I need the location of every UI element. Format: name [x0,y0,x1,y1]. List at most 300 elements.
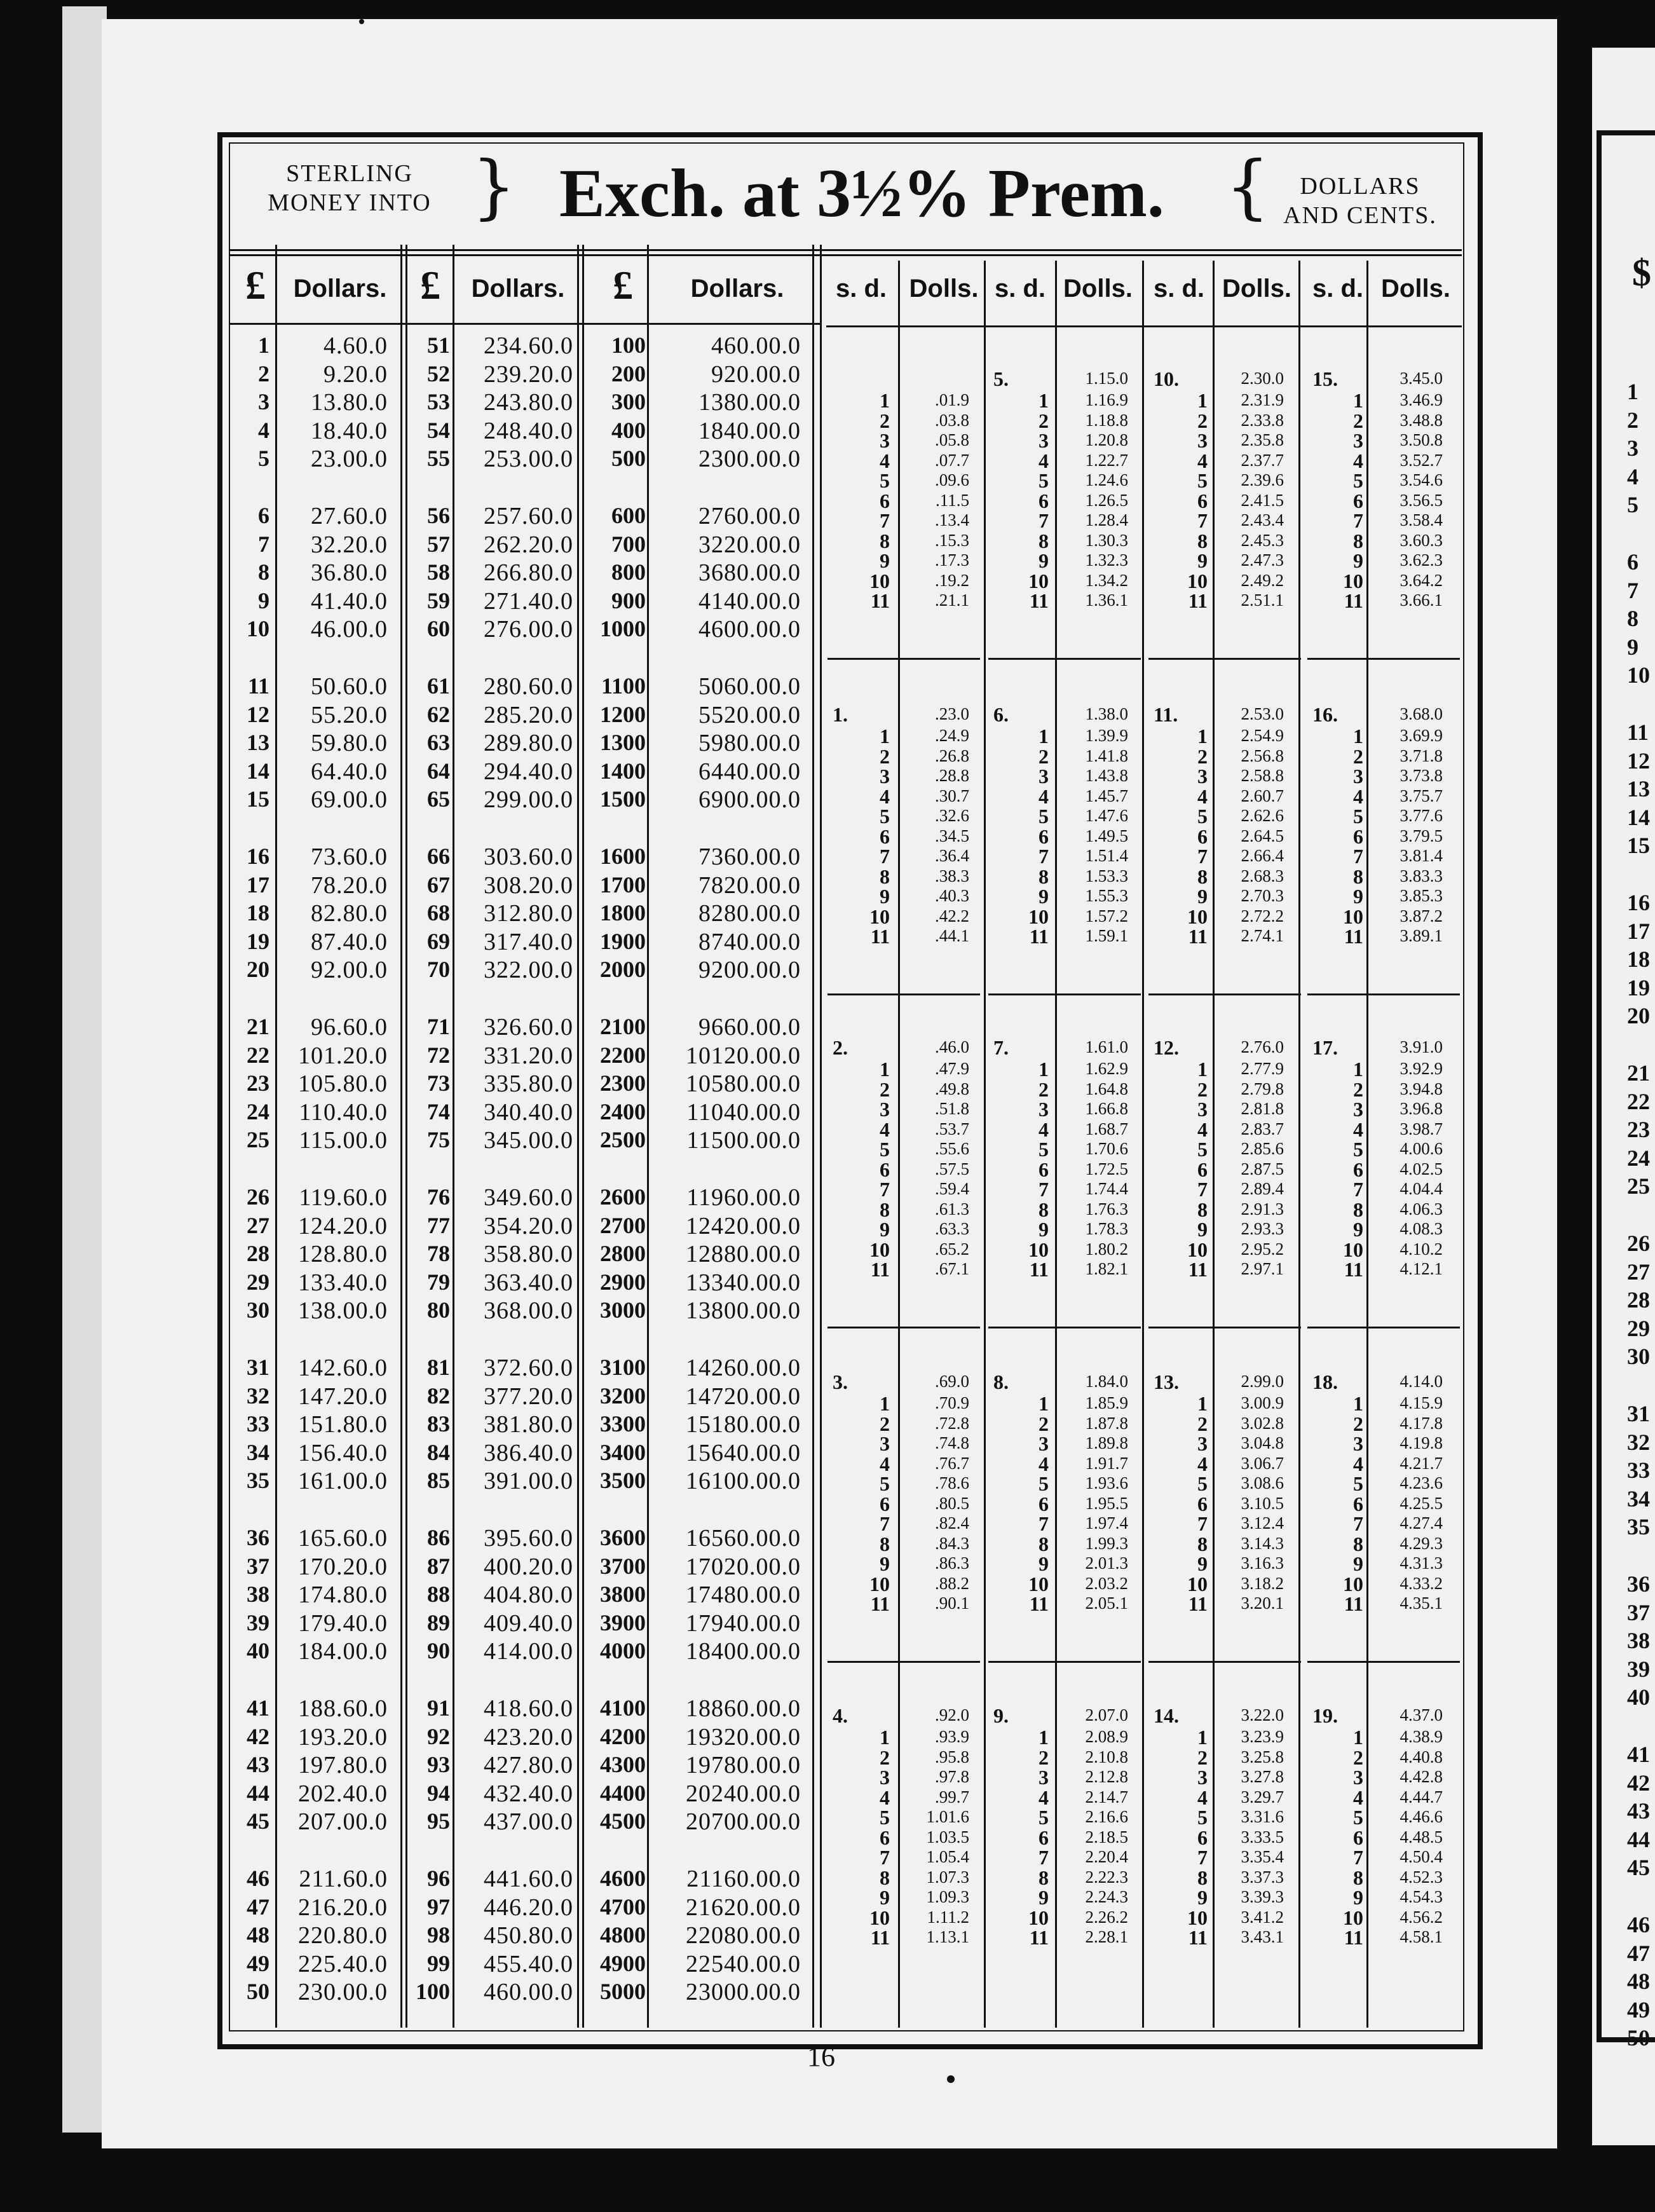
header-right-line2: AND CENTS. [1283,202,1437,229]
pound-amount: 83 [427,1411,450,1437]
pence-dollar-value: 1.13.1 [926,1927,969,1946]
pence-dollar-value: .72.8 [935,1413,969,1433]
pound-header-3: £ [613,263,633,308]
shilling-label: 9. [993,1704,1009,1727]
dollar-value: 6900.00.0 [698,786,801,814]
pound-amount: 2100 [600,1014,646,1039]
pence-label: 1 [1197,1058,1208,1081]
pence-dollar-value: 1.89.8 [1085,1433,1128,1452]
next-page-number: 29 [1627,1315,1650,1341]
pence-label: 7 [1039,845,1049,868]
pence-label: 9 [880,549,890,572]
pence-label: 9 [1039,549,1049,572]
pence-dollar-value: 3.02.8 [1241,1413,1284,1433]
pence-label: 8 [1197,529,1208,552]
pence-dollar-value: .84.3 [935,1533,969,1553]
dollar-value: 138.00.0 [298,1297,388,1325]
pence-dollar-value: 1.82.1 [1085,1259,1128,1278]
pence-label: 9 [1039,1552,1049,1575]
pence-dollar-value: 3.23.9 [1241,1727,1284,1746]
pence-label: 10 [1187,569,1208,592]
pence-label: 6 [880,1492,890,1515]
header-brace-right: { [1225,146,1270,227]
next-page-number: 5 [1627,492,1638,518]
vrule [1055,261,1057,2028]
dollar-value: 174.80.0 [298,1581,388,1609]
pence-dollar-value: 3.69.9 [1400,726,1443,745]
pence-dollar-value: 2.10.8 [1085,1747,1128,1766]
dollar-value: 92.00.0 [311,957,388,984]
shilling-dollar-value: .69.0 [935,1372,969,1391]
next-page-number: 10 [1627,662,1650,688]
dollar-value: 18400.00.0 [686,1638,801,1665]
pound-amount: 19 [247,928,269,954]
dollar-value: 151.80.0 [298,1411,388,1438]
pence-dollar-value: .65.2 [935,1239,969,1259]
shilling-dollar-value: 4.37.0 [1400,1705,1443,1724]
dollar-value: 317.40.0 [484,928,573,955]
colhead-rule-left [230,323,821,325]
dollar-value: 19320.00.0 [686,1723,801,1751]
dollar-value: 17940.00.0 [686,1609,801,1637]
pound-amount: 95 [427,1808,450,1834]
pound-amount: 25 [247,1127,269,1153]
block-separator [828,658,980,660]
pence-label: 8 [1353,1532,1363,1555]
pence-label: 2 [1353,1077,1363,1101]
dollar-value: 253.00.0 [484,446,573,473]
pound-amount: 3400 [600,1439,646,1465]
pence-label: 10 [869,1572,890,1595]
dollar-value: 441.60.0 [484,1866,573,1892]
pence-label: 5 [1353,805,1363,828]
pound-amount: 7 [258,531,269,557]
pence-label: 6 [1197,1157,1208,1181]
next-page-number: 34 [1627,1485,1650,1512]
shilling-label: 6. [993,703,1009,726]
next-page-number: 26 [1627,1231,1650,1256]
pence-label: 10 [1028,905,1049,928]
pound-amount: 53 [427,389,450,415]
pence-dollar-value: 3.66.1 [1400,591,1443,610]
dollar-value: 147.20.0 [298,1382,388,1410]
pence-label: 4 [1039,1117,1049,1141]
pound-amount: 69 [427,928,450,954]
pence-dollar-value: 2.12.8 [1085,1767,1128,1786]
pound-amount: 66 [427,843,450,869]
pence-label: 1 [880,389,890,412]
pence-dollar-value: 3.58.4 [1400,510,1443,529]
pound-amount: 4100 [600,1695,646,1721]
pound-amount: 79 [427,1269,450,1295]
pence-dollar-value: 2.85.6 [1241,1139,1284,1158]
dollar-value: 36.80.0 [311,559,388,587]
pence-label: 6 [880,824,890,848]
next-page-number: 15 [1627,833,1650,859]
pence-dollar-value: .21.1 [935,591,969,610]
next-page-number: 39 [1627,1656,1650,1682]
shilling-dollar-value: 1.61.0 [1085,1037,1128,1056]
pence-dollar-value: 4.46.6 [1400,1807,1443,1826]
pence-dollar-value: .55.6 [935,1139,969,1158]
pence-dollar-value: 3.92.9 [1400,1059,1443,1078]
pence-label: 1 [880,1726,890,1749]
shilling-dollar-value: 2.99.0 [1241,1372,1284,1391]
pence-dollar-value: 2.81.8 [1241,1099,1284,1118]
pence-label: 4 [880,1452,890,1475]
dollar-value: 6440.00.0 [698,758,801,785]
dollar-value: 432.40.0 [484,1780,573,1807]
dollar-value: 377.20.0 [484,1382,573,1410]
dollar-value: 220.80.0 [298,1922,388,1949]
dollar-value: 22540.00.0 [686,1950,801,1977]
pence-label: 1 [1039,725,1049,748]
pence-dollar-value: 4.56.2 [1400,1907,1443,1927]
dollar-value: 73.60.0 [311,843,388,870]
header-left [242,159,458,254]
next-page-number: 36 [1627,1571,1650,1597]
pence-dollar-value: 4.48.5 [1400,1827,1443,1847]
dollar-value: 211.60.0 [299,1866,388,1892]
pence-label: 3 [880,1766,890,1789]
pence-label: 3 [1197,1432,1208,1455]
dollar-value: 216.20.0 [298,1894,388,1921]
pence-label: 9 [1039,1886,1049,1909]
dollar-value: 156.40.0 [298,1439,388,1466]
block-separator [988,1327,1141,1328]
pence-dollar-value: 1.72.5 [1085,1159,1128,1178]
shilling-label: 16. [1312,703,1338,726]
pence-label: 4 [1039,1785,1049,1809]
dollar-value: 18860.00.0 [686,1695,801,1722]
shilling-label: 4. [833,1704,848,1727]
dollar-value: 20240.00.0 [686,1780,801,1807]
pence-label: 9 [880,1886,890,1909]
dollar-value: 184.00.0 [298,1638,388,1665]
pence-label: 10 [1343,569,1363,592]
pence-label: 8 [1039,1532,1049,1555]
pound-amount: 2900 [600,1269,646,1295]
pound-amount: 64 [427,758,450,784]
pound-amount: 3700 [600,1553,646,1579]
pence-label: 2 [1197,1745,1208,1769]
pence-label: 2 [1353,1745,1363,1769]
pence-dollar-value: 1.66.8 [1085,1099,1128,1118]
pence-dollar-value: 2.37.7 [1241,450,1284,470]
pence-dollar-value: .34.5 [935,826,969,845]
dollar-value: 207.00.0 [298,1808,388,1836]
pence-dollar-value: 1.74.4 [1085,1179,1128,1198]
pence-label: 6 [880,489,890,512]
pence-label: 11 [870,925,890,948]
dollar-value: 460.00.0 [484,1979,573,2006]
pound-amount: 16 [247,843,269,869]
dollar-value: 363.40.0 [484,1269,573,1296]
pence-dollar-value: .05.8 [935,430,969,449]
pence-dollar-value: 2.22.3 [1085,1867,1128,1887]
dollars-header-3: Dollars. [690,275,784,303]
pence-label: 11 [1344,589,1363,612]
pence-label: 3 [1197,765,1208,788]
shilling-dollar-value: 3.22.0 [1241,1705,1284,1724]
pound-amount: 82 [427,1382,450,1409]
pence-dollar-value: 3.14.3 [1241,1533,1284,1553]
pound-amount: 57 [427,531,450,557]
pound-amount: 35 [247,1468,269,1494]
pence-dollar-value: .86.3 [935,1553,969,1573]
pence-dollar-value: 2.66.4 [1241,846,1284,865]
dollar-value: 50.60.0 [311,673,388,700]
dollar-value: 372.60.0 [484,1355,573,1381]
pence-label: 7 [1039,509,1049,532]
block-separator [988,993,1141,995]
pound-amount: 4500 [600,1808,646,1834]
pence-label: 8 [1353,864,1363,888]
pence-dollar-value: 3.39.3 [1241,1887,1284,1906]
block-separator [828,1661,980,1663]
pence-dollar-value: 2.28.1 [1085,1927,1128,1946]
pence-label: 3 [880,765,890,788]
dollar-value: 446.20.0 [484,1894,573,1921]
pence-label: 1 [1039,389,1049,412]
pound-amount: 600 [611,503,646,528]
next-page-number: 43 [1627,1798,1650,1824]
pence-label: 11 [1188,589,1208,612]
pence-dollar-value: 1.80.2 [1085,1239,1128,1259]
pence-label: 7 [1353,845,1363,868]
next-page-number: 20 [1627,1003,1650,1029]
pound-amount: 2200 [600,1042,646,1068]
pence-dollar-value: 4.40.8 [1400,1747,1443,1766]
pence-label: 7 [1353,1512,1363,1535]
pence-dollar-value: 4.50.4 [1400,1847,1443,1866]
pence-label: 6 [1039,824,1049,848]
pence-dollar-value: 2.39.6 [1241,470,1284,489]
header-right [1265,172,1455,267]
pound-amount: 4900 [600,1950,646,1976]
pound-amount: 1200 [600,701,646,727]
pound-amount: 12 [247,701,269,727]
shilling-label: 17. [1312,1036,1338,1059]
vrule [1213,261,1215,2028]
pence-label: 11 [1029,1258,1049,1281]
pound-amount: 34 [247,1439,269,1465]
pence-label: 4 [1353,1452,1363,1475]
pence-label: 4 [1353,1785,1363,1809]
pound-amount: 3100 [600,1355,646,1380]
pence-label: 3 [880,1098,890,1121]
pound-amount: 77 [427,1212,450,1238]
block-separator [988,658,1141,660]
pence-label: 4 [1353,784,1363,808]
next-page-number: 21 [1627,1060,1650,1086]
pound-amount: 75 [427,1127,450,1153]
pence-label: 4 [1039,784,1049,808]
pound-amount: 40 [247,1638,269,1664]
pence-dollar-value: 1.39.9 [1085,726,1128,745]
pence-dollar-value: 4.04.4 [1400,1179,1443,1198]
pound-amount: 52 [427,360,450,386]
pound-amount: 80 [427,1297,450,1323]
pence-label: 1 [1197,389,1208,412]
pence-label: 11 [1188,1258,1208,1281]
pence-dollar-value: .95.8 [935,1747,969,1766]
dollar-value: 87.40.0 [311,928,388,955]
dollar-value: 404.80.0 [484,1581,573,1609]
pence-dollar-value: 2.05.1 [1085,1594,1128,1613]
pound-amount: 24 [247,1098,269,1124]
block-separator [1307,658,1460,660]
pence-dollar-value: 4.17.8 [1400,1413,1443,1433]
pence-dollar-value: 4.52.3 [1400,1867,1443,1887]
dollar-value: 280.60.0 [484,673,573,700]
pound-amount: 22 [247,1042,269,1068]
next-page-number: 17 [1627,918,1650,944]
pence-label: 8 [1197,864,1208,888]
next-page-number: 18 [1627,946,1650,973]
pound-amount: 62 [427,701,450,727]
pence-label: 3 [1197,1766,1208,1789]
pound-amount: 27 [247,1212,269,1238]
pence-label: 1 [880,1392,890,1415]
pence-dollar-value: .15.3 [935,530,969,550]
pence-label: 3 [1039,429,1049,452]
pence-label: 5 [1353,469,1363,492]
dollar-value: 299.00.0 [484,786,573,814]
dollar-value: 12880.00.0 [686,1241,801,1268]
block-separator [828,993,980,995]
dollar-value: 15640.00.0 [686,1439,801,1466]
pence-dollar-value: 2.51.1 [1241,591,1284,610]
dollar-value: 289.80.0 [484,730,573,757]
pence-dollar-value: 2.95.2 [1241,1239,1284,1259]
pence-label: 4 [1039,1452,1049,1475]
pence-dollar-value: 4.35.1 [1400,1594,1443,1613]
pence-dollar-value: .97.8 [935,1767,969,1786]
dollar-value: 13800.00.0 [686,1297,801,1325]
pence-label: 9 [1353,1552,1363,1575]
dollar-value: 271.40.0 [484,587,573,615]
next-page-number: 8 [1627,606,1638,632]
dollar-value: 1840.00.0 [698,417,801,444]
shilling-dollar-value: 1.38.0 [1085,704,1128,723]
pence-label: 11 [1188,1926,1208,1949]
pence-dollar-value: 3.33.5 [1241,1827,1284,1847]
next-page-number: 49 [1627,1997,1650,2023]
next-page-number: 46 [1627,1912,1650,1937]
pence-label: 3 [880,429,890,452]
pound-amount: 23 [247,1070,269,1096]
pence-dollar-value: 2.20.4 [1085,1847,1128,1866]
pound-amount: 36 [247,1525,269,1550]
dollar-value: 128.80.0 [298,1241,388,1268]
pound-amount: 89 [427,1609,450,1635]
pence-label: 7 [1197,1846,1208,1869]
block-separator [828,1327,980,1328]
pence-dollar-value: .19.2 [935,570,969,590]
pence-dollar-value: 2.01.3 [1085,1553,1128,1573]
pound-amount: 1400 [600,758,646,784]
pound-amount: 1300 [600,730,646,756]
pence-label: 2 [1039,409,1049,432]
pound-amount: 51 [427,332,450,358]
pence-label: 1 [1039,1392,1049,1415]
pence-dollar-value: 4.08.3 [1400,1219,1443,1238]
header-rule-bottom [230,254,1462,256]
pence-label: 11 [1188,1592,1208,1615]
pound-amount: 11 [247,673,269,699]
pence-label: 9 [880,1218,890,1241]
dollar-value: 78.20.0 [311,871,388,899]
dollar-value: 7820.00.0 [698,871,801,899]
pence-dollar-value: .99.7 [935,1787,969,1806]
dollar-value: 82.80.0 [311,900,388,927]
dollar-value: 188.60.0 [298,1695,388,1722]
pence-label: 4 [1353,1117,1363,1141]
dollar-value: 96.60.0 [311,1014,388,1041]
dollar-value: 23.00.0 [311,446,388,473]
pound-amount: 4800 [600,1922,646,1948]
shilling-dollar-value: 1.84.0 [1085,1372,1128,1391]
pence-label: 1 [1197,725,1208,748]
shilling-label: 19. [1312,1704,1338,1727]
pence-label: 9 [1353,1886,1363,1909]
pence-label: 8 [1039,1866,1049,1889]
dollar-value: 17020.00.0 [686,1553,801,1580]
pence-label: 8 [1197,1866,1208,1889]
dollar-value: 161.00.0 [298,1468,388,1495]
pence-label: 3 [1197,1098,1208,1121]
pence-dollar-value: 2.89.4 [1241,1179,1284,1198]
pence-dollar-value: 2.47.3 [1241,550,1284,570]
pence-label: 5 [1197,469,1208,492]
shilling-dollar-value: 1.15.0 [1085,369,1128,388]
dollar-value: 308.20.0 [484,871,573,899]
pence-dollar-value: 1.85.9 [1085,1393,1128,1412]
next-page-number: 30 [1627,1344,1650,1370]
pence-label: 11 [1029,925,1049,948]
pence-dollar-value: 3.08.6 [1241,1473,1284,1492]
pence-dollar-value: 4.54.3 [1400,1887,1443,1906]
dolls-header-1: Dolls. [909,275,979,303]
pence-dollar-value: 3.52.7 [1400,450,1443,470]
pound-amount: 2500 [600,1127,646,1153]
pound-amount: 4600 [600,1866,646,1891]
dollar-value: 13340.00.0 [686,1269,801,1296]
pound-amount: 4400 [600,1780,646,1806]
dollar-value: 15180.00.0 [686,1411,801,1438]
next-page-number: 1 [1627,379,1638,404]
pence-label: 10 [869,1906,890,1929]
pence-label: 9 [880,1552,890,1575]
dolls-header-2: Dolls. [1063,275,1133,303]
pence-label: 5 [1197,1806,1208,1829]
pence-dollar-value: .11.5 [936,490,969,510]
pence-label: 6 [1039,1826,1049,1849]
pound-amount: 38 [247,1581,269,1608]
pence-label: 6 [1039,1492,1049,1515]
pence-dollar-value: 4.21.7 [1400,1453,1443,1473]
pence-label: 5 [880,469,890,492]
pence-dollar-value: 1.93.6 [1085,1473,1128,1492]
pound-amount: 59 [427,587,450,613]
pence-label: 7 [1353,1846,1363,1869]
dollar-value: 193.20.0 [298,1723,388,1751]
pence-dollar-value: 3.04.8 [1241,1433,1284,1452]
page-title: Exch. at 3½% Prem. [559,156,1164,231]
pound-amount: 2800 [600,1241,646,1267]
pence-dollar-value: 2.14.7 [1085,1787,1128,1806]
